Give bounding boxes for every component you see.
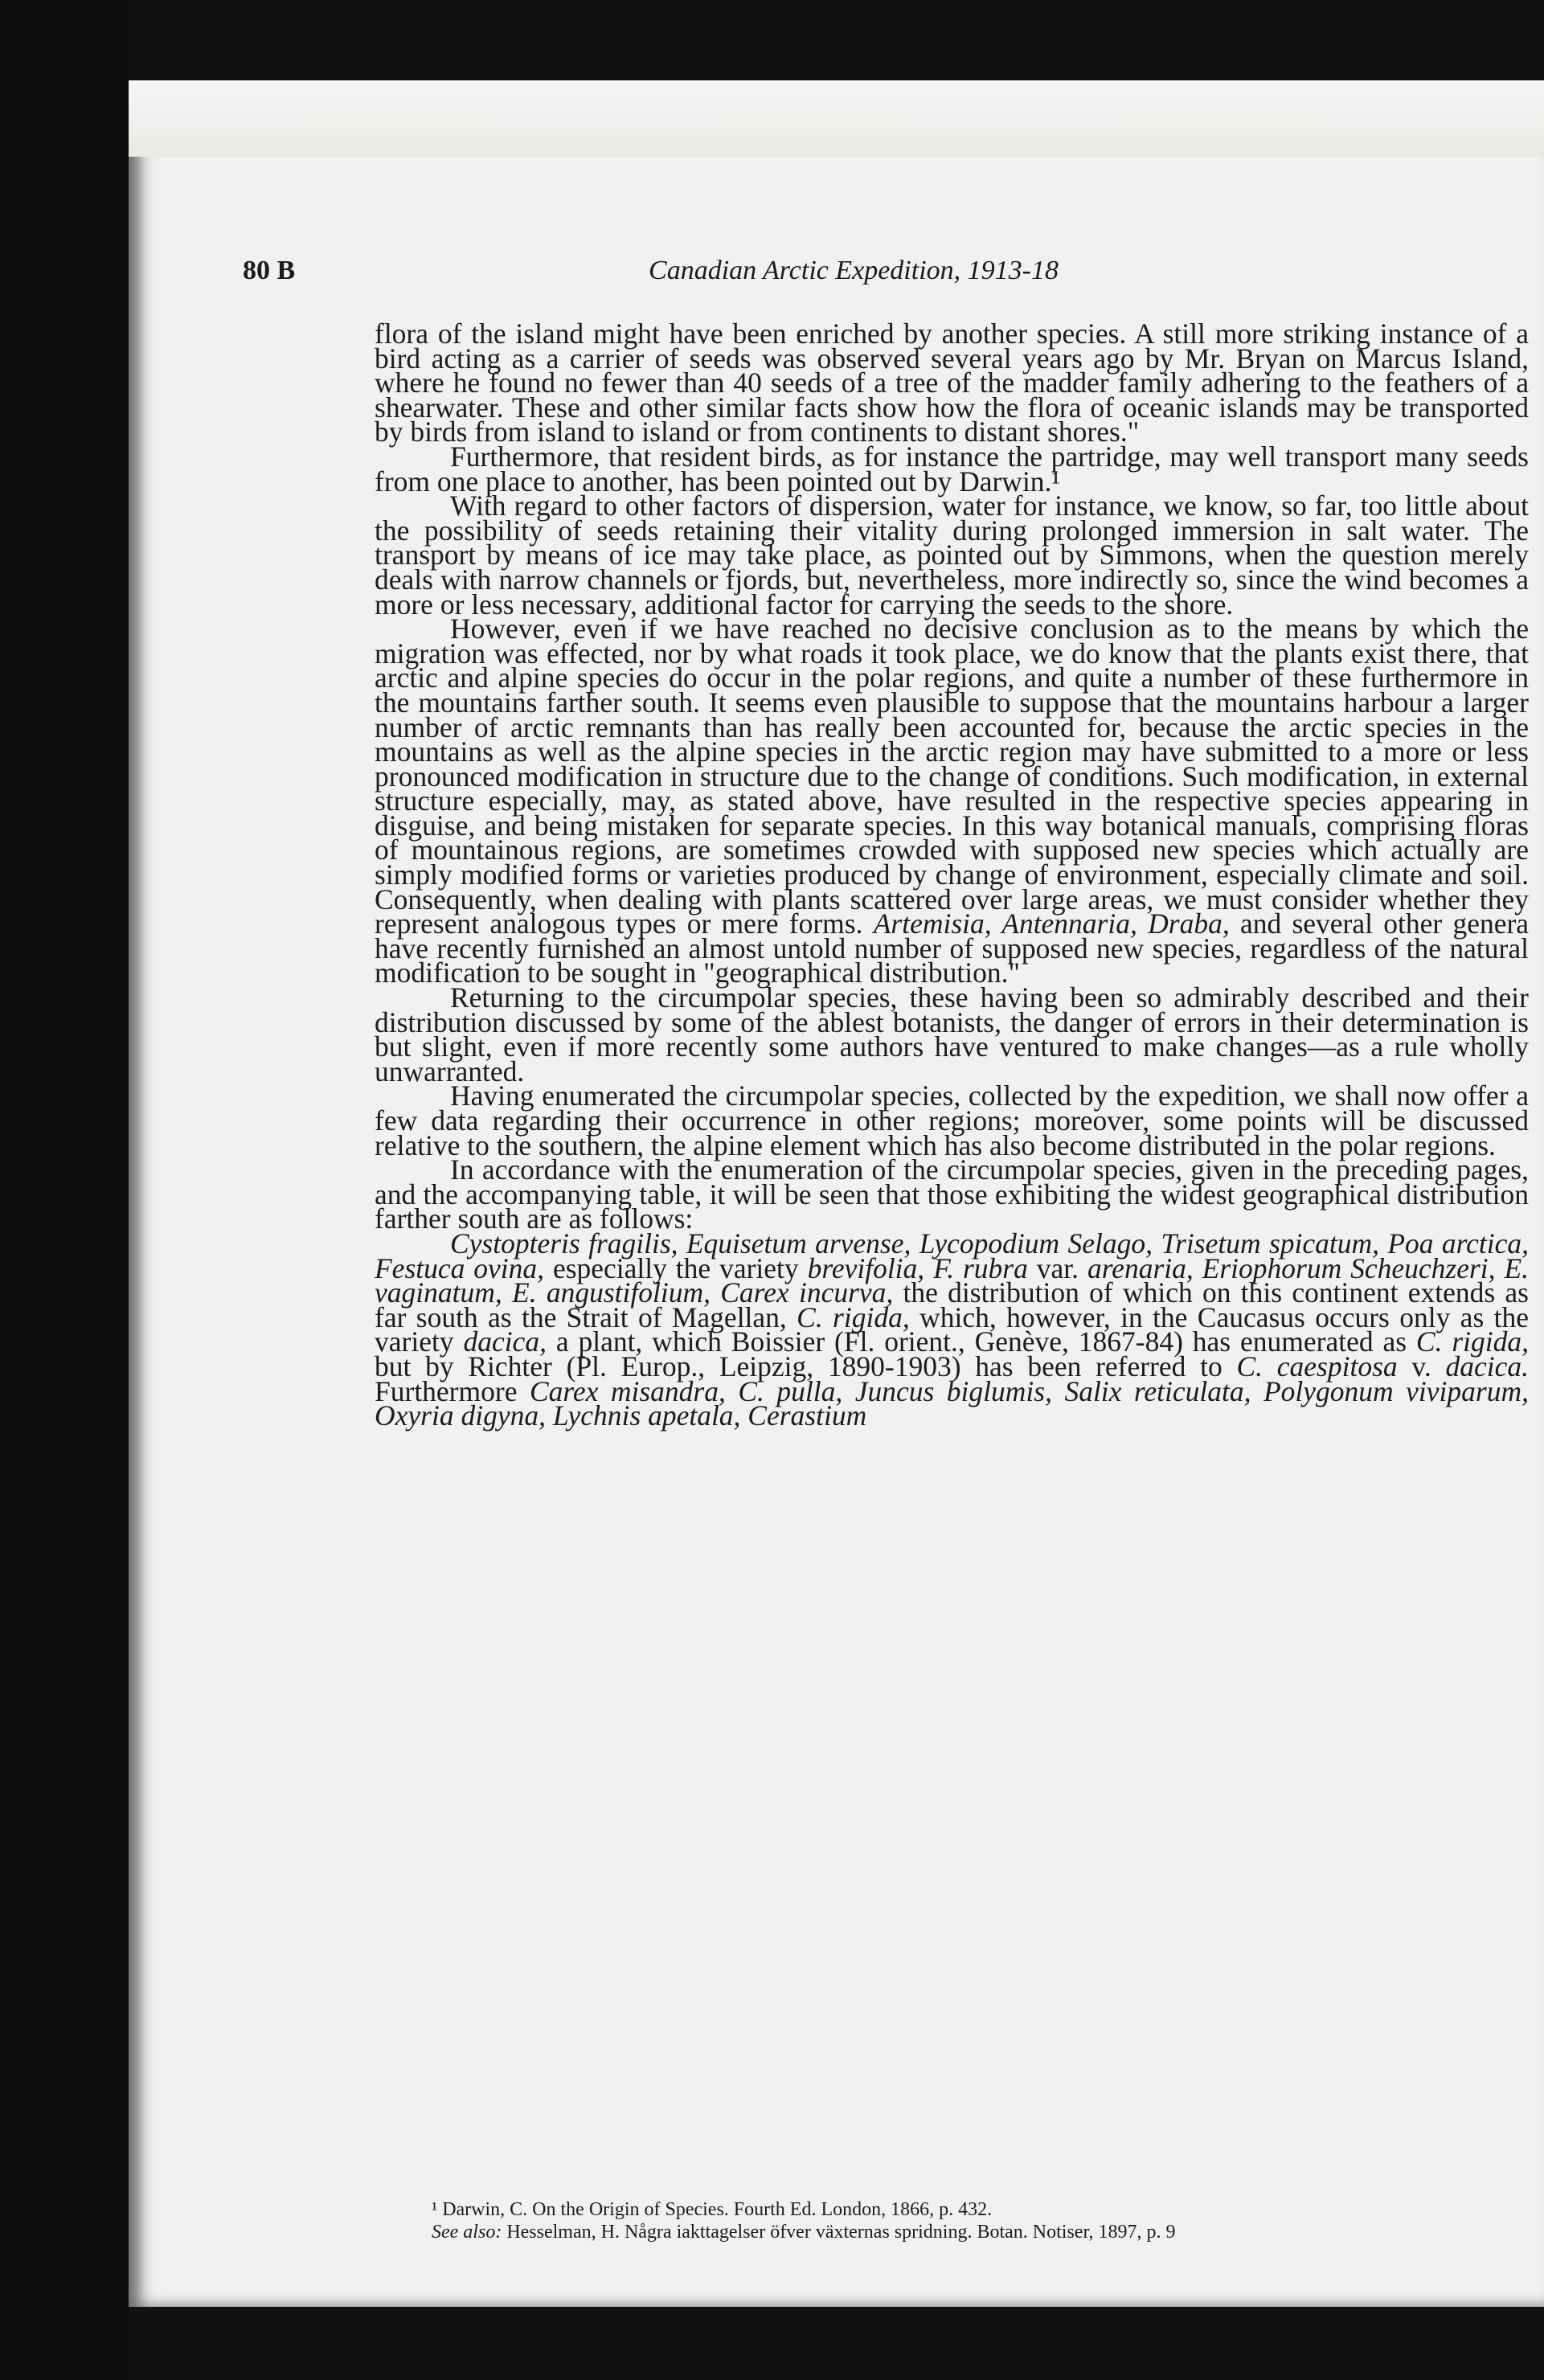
paragraph-enumeration: In accordance with the enumeration of the circumpolar species, given in the preceding pages, and the accompanying table, it will be seen that those exhibiting the widest geographical distribution farther south are as follows: [375, 1153, 1529, 1235]
body-text [375, 317, 1530, 1432]
species-text-run: which, however, in the Caucasus occurs only as the variety [375, 1301, 1529, 1358]
page-number: 80 B [243, 256, 296, 285]
paragraph-continued: flora of the island might have been enriched by another species. A still more striking instance of a bird acting as a carrier of seeds was observed several years ago by Mr. Bryan on Marcus Island, where he found no fewer than 40 seeds of a tree of the madder family adhering to the feathers of a shearwater. These and other similar facts show how the flora of oceanic islands may be transported by birds from island to island or from continents to distant shores." [375, 317, 1529, 449]
paragraph-resident-birds: Furthermore, that resident birds, as for instance the partridge, may well transport many seeds from one place to another, has been pointed out by Darwin.¹ [375, 440, 1529, 498]
paragraph-dispersion-factors: With regard to other factors of dispersion, water for instance, we know, so far, too little about the possibility of seeds retaining their vitality during prolonged immersion in salt water. The transport by means of ice may take place, as pointed out by Simmons, when the question merely deals with narrow channels or fjords, but, nevertheless, more indirectly so, since the wind becomes a more or less necessary, additional factor for carrying the seeds to the shore. [375, 490, 1529, 621]
page-top-margin [129, 80, 1544, 157]
species-text-run: especially the variety [544, 1251, 808, 1284]
paragraph-distribution-data: Having enumerated the circumpolar species, collected by the expedition, we shall now offer a few data regarding their occurrence in other regions; moreover, some points will be discussed relative to the southern, the alpine element which has also become distributed in the polar regions. [375, 1079, 1529, 1161]
genera-names: Artemisia, Antennaria, Draba, [873, 907, 1230, 940]
species-name-run: C. caespitosa [1236, 1350, 1398, 1383]
faded-print-area [1383, 1752, 1544, 2267]
footnotes [432, 2198, 1533, 2243]
species-list-paragraph [375, 1227, 1530, 1432]
species-name-run: dacica, [463, 1325, 547, 1358]
species-text-run: v. [1397, 1350, 1446, 1383]
footnote-hesselman: Hesselman, H. Några iakttagelser öfver växternas spridning. Botan. Notiser, 1897, p. 9 [502, 2222, 1176, 2243]
species-text-run: the distribution of which on this continent extends as far south as the Strait of Magellan, [375, 1276, 1530, 1333]
species-text-run: Furthermore [375, 1374, 530, 1407]
running-title: Canadian Arctic Expedition, 1913-18 [649, 256, 1059, 285]
species-name-run: Carex misandra, C. pulla, Juncus biglumis, Salix reticulata, Polygonum viviparum, Oxyria digyna, Lychnis apetala, Cerastium [375, 1374, 1529, 1432]
species-name-run: C. rigida, [1415, 1325, 1529, 1358]
species-name-run: arenaria, Eriophorum Scheuchzeri, E. vaginatum, E. angustifolium, Carex incurva, [375, 1251, 1530, 1309]
species-text-run: var. [1027, 1251, 1087, 1284]
species-text-run: but by Richter (Pl. Europ., Leipzig, 1890-1903) has been referred to [375, 1350, 1237, 1383]
species-text-run: a plant, which Boissier (Fl. orient., Genève, 1867-84) has enumerated as [546, 1325, 1416, 1358]
footnote-darwin: ¹ Darwin, C. On the Origin of Species. Fourth Ed. London, 1866, p. 432. [432, 2199, 993, 2220]
page-header [243, 256, 1464, 296]
species-name-run: C. rigida, [797, 1301, 910, 1333]
paragraph-circumpolar-species: Returning to the circumpolar species, these having been so admirably described and their distribution discussed by some of the ablest botanists, the danger of errors in their determination is but slight, even if more recently some authors have ventured to make changes—as a rule wholly unwarranted. [375, 981, 1529, 1088]
scan-background [0, 0, 129, 2380]
paragraph-migration [375, 612, 1530, 989]
footnote-see-also-label: See also: [432, 2222, 502, 2243]
species-name-run: Cystopteris fragilis, Equisetum arvense, Lycopodium Selago, Trisetum spicatum, Poa arctica, Festuca ovina, [375, 1227, 1529, 1284]
footnote-see-also [432, 2221, 1533, 2243]
paragraph-migration-text: However, even if we have reached no decisive conclusion as to the means by which the migration was effected, nor by what roads it took place, we do know that the plants exist there, that arctic and alpine species do occur in the polar regions, and quite a number of these furthermore in the mountains farther south. It seems even plausible to suppose that the mountains harbour a larger number of arctic remnants than has really been accounted for, because the arctic species in the mountains as well as the alpine species in the arctic region may have submitted to a more or less pronounced modification in structure due to the change of conditions. Such modification, in external structure especially, may, as stated above, have resulted in the respective species appearing in disguise, and being mistaken for separate species. In this way botanical manuals, comprising floras of mountainous regions, are sometimes crowded with supposed new species which actually are simply modified forms or varieties produced by change of environment, especially climate and soil. Consequently, when dealing with plants scattered over large areas, we must consider whether they represent analogous types or mere forms. [375, 612, 1529, 940]
species-name-run: brevifolia, F. rubra [807, 1251, 1028, 1284]
paragraph-migration-text-end: and several other genera have recently furnished an almost untold number of supposed new species, regardless of the natural modification to be sought in "geographical distribution." [375, 907, 1530, 989]
species-name-run: dacica. [1445, 1350, 1529, 1383]
